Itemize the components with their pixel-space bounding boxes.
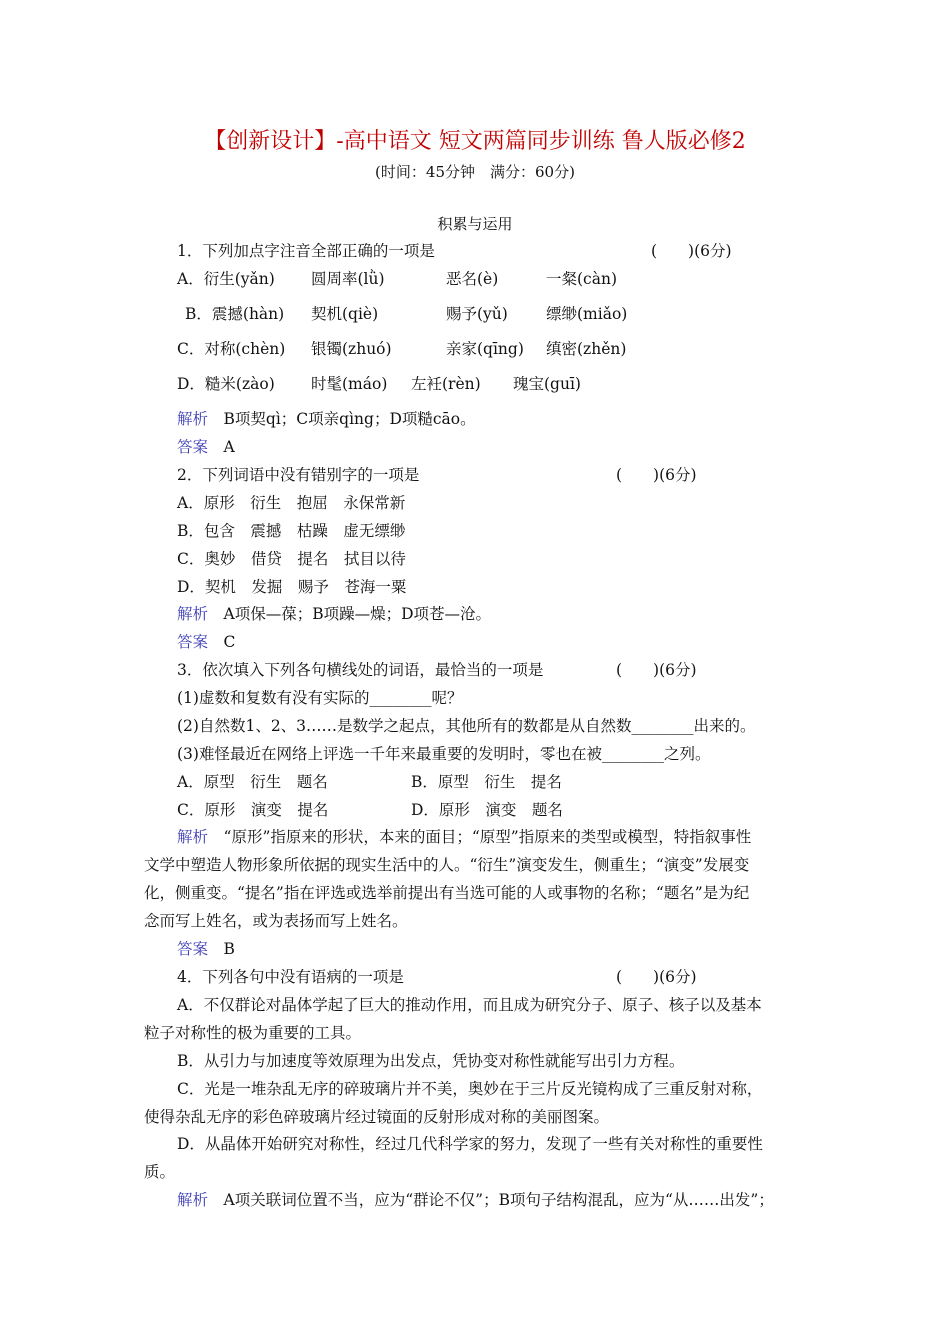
q3-analysis-line-1 (177, 826, 751, 848)
answer-label: 答案 (177, 438, 209, 456)
answer-label: 答案 (177, 633, 209, 651)
q4-option-d-line-2: 质。 (144, 1163, 176, 1181)
q2-answer (177, 631, 235, 653)
q4-stem: 4．下列各句中没有语病的一项是 (177, 968, 404, 986)
q3-answer (177, 938, 235, 960)
q3-option-b: B．原型 衍生 提名 (411, 773, 562, 791)
q4-option-d-line-1: D．从晶体开始研究对称性，经过几代科学家的努力，发现了一些有关对称性的重要性 (177, 1135, 763, 1153)
analysis-text: A项保—葆；B项躁—燥；D项苍—沧。 (223, 605, 492, 623)
q2-option-b: B．包含 震撼 枯躁 虚无缥缈 (177, 522, 406, 540)
q2-analysis (177, 603, 491, 625)
q3-option-c: C．原形 演变 提名 (177, 801, 329, 819)
answer-value: A (223, 438, 235, 456)
analysis-label: 解析 (177, 410, 209, 428)
q1-option-b-4: 缥缈(miǎo) (546, 305, 628, 323)
q3-sentence-3: (3)难怪最近在网络上评选一千年来最重要的发明时，零也在被________之列。 (177, 745, 711, 763)
q1-analysis (177, 408, 476, 430)
analysis-text: “原形”指原来的形状，本来的面目；“原型”指原来的类型或模型，特指叙事性 (223, 828, 752, 846)
page-title: 【创新设计】-高中语文 短文两篇同步训练 鲁人版必修2 (204, 129, 746, 154)
q3-analysis-line-4: 念而写上姓名，或为表扬而写上姓名。 (144, 912, 408, 930)
q1-score: ( )(6分) (651, 242, 732, 260)
q4-option-a-line-2: 粒子对称性的极为重要的工具。 (144, 1024, 362, 1042)
q4-score: ( )(6分) (616, 968, 697, 986)
q1-option-c-3: 亲家(qīng) (446, 340, 524, 358)
analysis-text: A项关联词位置不当，应为“群论不仅”；B项句子结构混乱，应为“从……出发”； (223, 1191, 774, 1209)
q3-analysis-line-2: 文学中塑造人物形象所依据的现实生活中的人。“衍生”演变发生，侧重生；“演变”发展变 (144, 856, 750, 874)
q4-option-b: B．从引力与加速度等效原理为出发点，凭协变对称性就能写出引力方程。 (177, 1052, 685, 1070)
q1-stem: 1．下列加点字注音全部正确的一项是 (177, 242, 435, 260)
q3-option-d: D．原形 演变 题名 (411, 801, 563, 819)
q1-option-b-1: B．震撼(hàn) (185, 305, 285, 323)
q1-option-c-2: 银镯(zhuó) (311, 340, 392, 358)
analysis-text: B项契qì；C项亲qìng；D项糙cāo。 (223, 410, 476, 428)
q2-score: ( )(6分) (616, 466, 697, 484)
q1-answer (177, 436, 235, 458)
q4-analysis (177, 1189, 774, 1211)
q1-option-c-4: 缜密(zhěn) (546, 340, 627, 358)
q1-option-a-2: 圆周率(lǜ) (311, 270, 385, 288)
q1-option-d-1: D．糙米(zào) (177, 375, 275, 393)
q2-stem: 2．下列词语中没有错别字的一项是 (177, 466, 420, 484)
answer-value: B (223, 940, 235, 958)
q1-option-b-3: 赐予(yǔ) (446, 305, 508, 323)
q3-score: ( )(6分) (616, 661, 697, 679)
q4-option-c-line-1: C．光是一堆杂乱无序的碎玻璃片并不美，奥妙在于三片反光镜构成了三重反射对称， (177, 1080, 763, 1098)
analysis-label: 解析 (177, 828, 209, 846)
analysis-label: 解析 (177, 1191, 209, 1209)
answer-label: 答案 (177, 940, 209, 958)
q1-option-d-2: 时髦(máo) (311, 375, 388, 393)
time-and-score: (时间：45分钟 满分：60分) (375, 163, 575, 181)
q3-sentence-2: (2)自然数1、2、3……是数学之起点，其他所有的数都是从自然数________出来的。 (177, 717, 756, 735)
answer-value: C (223, 633, 236, 651)
q2-option-c: C．奥妙 借贷 提名 拭目以待 (177, 550, 406, 568)
q3-option-a: A．原型 衍生 题名 (177, 773, 328, 791)
q3-analysis-line-3: 化，侧重变。“提名”指在评选或选举前提出有当选可能的人或事物的名称；“题名”是为纪 (144, 884, 750, 902)
q1-option-a-3: 恶名(è) (446, 270, 499, 288)
q1-option-d-3: 左衽(rèn) (411, 375, 481, 393)
q1-option-a-1: A．衍生(yǎn) (177, 270, 275, 288)
q4-option-c-line-2: 使得杂乱无序的彩色碎玻璃片经过镜面的反射形成对称的美丽图案。 (144, 1108, 610, 1126)
q1-option-a-4: 一粲(càn) (546, 270, 617, 288)
q2-option-d: D．契机 发掘 赐予 苍海一粟 (177, 578, 407, 596)
q1-option-d-4: 瑰宝(guī) (513, 375, 581, 393)
q1-option-c-1: C．对称(chèn) (177, 340, 286, 358)
q3-stem: 3．依次填入下列各句横线处的词语，最恰当的一项是 (177, 661, 544, 679)
q4-option-a-line-1: A．不仅群论对晶体学起了巨大的推动作用，而且成为研究分子、原子、核子以及基本 (177, 996, 762, 1014)
q3-sentence-1: (1)虚数和复数有没有实际的________呢？ (177, 689, 463, 707)
q1-option-b-2: 契机(qiè) (311, 305, 379, 323)
q2-option-a: A．原形 衍生 抱屈 永保常新 (177, 494, 406, 512)
analysis-label: 解析 (177, 605, 209, 623)
section-heading: 积累与运用 (437, 215, 513, 233)
